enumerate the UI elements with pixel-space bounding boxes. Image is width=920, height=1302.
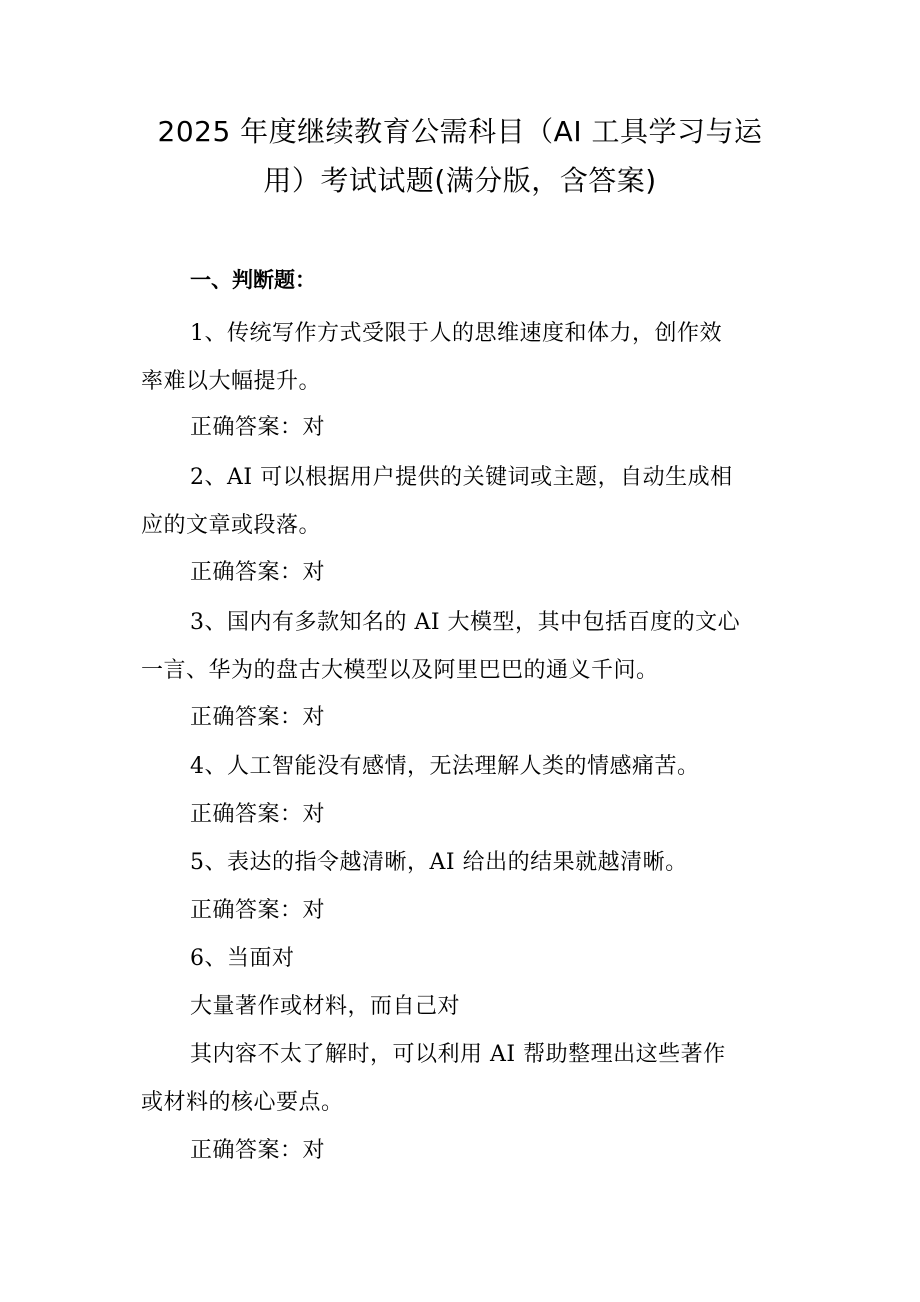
question-6-text: 6、当面对 [190,946,295,971]
document-title-line-1: 2025 年度继续教育公需科目（AI 工具学习与运 [157,115,763,148]
document-title-line-2: 用）考试试题(满分版，含答案) [263,164,657,197]
question-4-text: 4、人工智能没有感情，无法理解人类的情感痛苦。 [190,754,700,779]
question-3-text: 3、国内有多款知名的 AI 大模型，其中包括百度的文心 [190,610,741,635]
section-heading: 一、判断题： [190,268,316,292]
question-6-answer: 正确答案：对 [190,1138,326,1163]
question-6-text-cont-1: 大量著作或材料，而自己对 [190,994,461,1019]
question-3-answer: 正确答案：对 [190,705,326,730]
question-2-text-cont: 应的文章或段落。 [141,513,322,538]
question-5-answer: 正确答案：对 [190,898,326,923]
question-2-answer: 正确答案：对 [190,560,326,585]
question-6-text-cont-2: 其内容不太了解时，可以利用 AI 帮助整理出这些著作 [190,1042,726,1067]
question-1-text-cont: 率难以大幅提升。 [141,369,322,394]
question-6-text-cont-3: 或材料的核心要点。 [141,1090,344,1115]
question-2-text: 2、AI 可以根据用户提供的关键词或主题，自动生成相 [190,465,733,490]
question-3-text-cont: 一言、华为的盘古大模型以及阿里巴巴的通义千问。 [141,658,659,683]
question-5-text: 5、表达的指令越清晰，AI 给出的结果就越清晰。 [190,850,688,875]
question-4-answer: 正确答案：对 [190,802,326,827]
question-1-answer: 正确答案：对 [190,415,326,440]
question-1-text: 1、传统写作方式受限于人的思维速度和体力，创作效 [190,321,722,346]
